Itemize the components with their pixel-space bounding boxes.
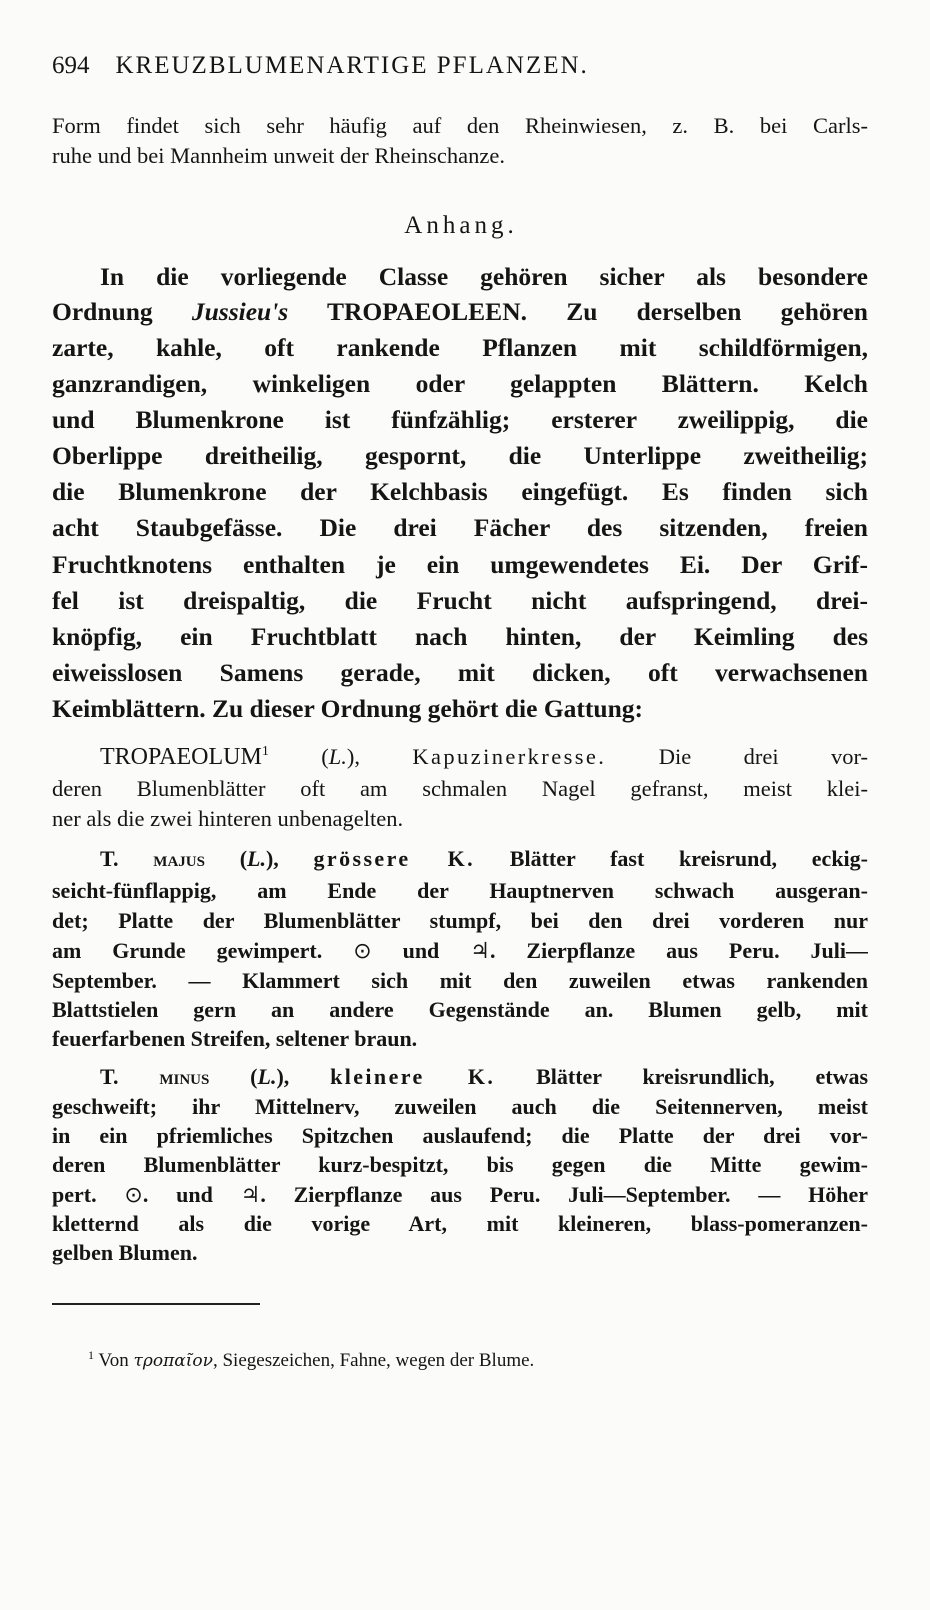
- running-title: KREUZBLUMENARTIGE PFLANZEN.: [115, 52, 589, 79]
- text-run: . und: [142, 1182, 241, 1207]
- author-name: Jussieu's: [191, 297, 289, 326]
- text-line: det; Platte der Blumenblätter stumpf, bei den drei vorderen nur: [52, 908, 868, 933]
- text-line: September. — Klammert sich mit den zuweilen etwas rankenden: [52, 968, 868, 993]
- footnote: [88, 1348, 868, 1372]
- text-line: [52, 1182, 868, 1208]
- text-line: Oberlippe dreitheilig, gespornt, die Unterlippe zweitheilig;: [52, 441, 868, 470]
- common-name: Kapuzinerkresse.: [412, 744, 607, 769]
- genus-line: TROPAEOLUM$^1$ (L.), Kapuzinerkresse. Die drei vor-: [100, 744, 868, 770]
- text-line: Blattstielen gern an andere Gegenstände an. Blumen gelb, mit: [52, 997, 868, 1022]
- species-line: T. minus (L.), kleinere K. Blätter kreisrundlich, etwas: [100, 1064, 868, 1089]
- running-header: [52, 52, 870, 80]
- genus-abbrev: T.: [100, 846, 119, 871]
- greek-word: τροπαῖον: [133, 1351, 213, 1371]
- annual-symbol-icon: ⊙: [124, 1183, 143, 1208]
- text-line: acht Staubgefässe. Die drei Fächer des sitzenden, freien: [52, 513, 868, 542]
- text-run: Von: [98, 1350, 134, 1371]
- text-run: Blätter kreisrundlich, etwas: [495, 1064, 868, 1089]
- text-line: seicht-fünflappig, am Ende der Hauptnerven schwach ausgeran-: [52, 878, 868, 903]
- text-run: pert.: [52, 1182, 125, 1207]
- text-line: ruhe und bei Mannheim unweit der Rheinschanze.: [52, 143, 505, 168]
- text-line: knöpfig, ein Fruchtblatt nach hinten, der Keimling des: [52, 622, 868, 651]
- text-line: deren Blumenblätter kurz-bespitzt, bis gegen die Mitte gewim-: [52, 1152, 868, 1177]
- common-name: kleinere K.: [330, 1064, 496, 1089]
- text-line: geschweift; ihr Mittelnerv, zuweilen auch die Seitennerven, meist: [52, 1094, 868, 1119]
- text-run: . Zierpflanze aus Peru. Juli—: [489, 938, 868, 963]
- author-abbrev: L.: [247, 846, 266, 871]
- text-run: und: [371, 938, 471, 963]
- text-line: zarte, kahle, oft rankende Pflanzen mit schildförmigen,: [52, 333, 868, 362]
- footnote-mark: 1: [88, 1348, 94, 1362]
- text-line: fel ist dreispaltig, die Frucht nicht aufspringend, drei-: [52, 586, 868, 615]
- text-line: deren Blumenblätter oft am schmalen Nagel gefranst, meist klei-: [52, 776, 868, 801]
- species-epithet: majus: [153, 846, 205, 871]
- footnote-ref: 1: [261, 744, 269, 759]
- text-line: [52, 938, 868, 964]
- text-run: am Grunde gewimpert.: [52, 938, 354, 963]
- author-abbrev: L.: [328, 744, 347, 769]
- text-run: Blätter fast kreisrund, eckig-: [475, 846, 868, 871]
- text-run: TROPAEOLEEN. Zu derselben gehören: [288, 297, 868, 326]
- text-line: die Blumenkrone der Kelchbasis eingefügt. Es finden sich: [52, 477, 868, 506]
- text-line: Fruchtknotens enthalten je ein umgewendetes Ei. Der Grif-: [52, 550, 868, 579]
- perennial-symbol-icon: ♃: [240, 1183, 261, 1208]
- text-run: . Zierpflanze aus Peru. Juli—September. — Höher: [260, 1182, 868, 1207]
- text-run: Die drei vor-: [606, 744, 868, 769]
- perennial-symbol-icon: ♃: [470, 939, 490, 964]
- text-line: ner als die zwei hinteren unbenagelten.: [52, 806, 404, 831]
- footnote-divider: [52, 1303, 260, 1305]
- annual-symbol-icon: ⊙: [353, 939, 372, 964]
- text-run: , Siegeszeichen, Fahne, wegen der Blume.: [212, 1350, 535, 1371]
- text-line: Keimblättern. Zu dieser Ordnung gehört die Gattung:: [52, 694, 643, 723]
- text-line: gelben Blumen.: [52, 1240, 198, 1265]
- genus-name: TROPAEOLUM: [100, 744, 262, 770]
- text-line: ganzrandigen, winkeligen oder gelappten Blättern. Kelch: [52, 369, 868, 398]
- section-heading: Anhang.: [404, 212, 518, 239]
- text-run: Ordnung: [52, 297, 192, 326]
- text-line: [52, 297, 868, 327]
- species-line: T. majus (L.), grössere K. Blätter fast kreisrund, eckig-: [100, 846, 868, 871]
- text-line: In die vorliegende Classe gehören sicher als besondere: [100, 262, 868, 291]
- text-line: Form findet sich sehr häufig auf den Rheinwiesen, z. B. bei Carls-: [52, 113, 868, 138]
- species-epithet: minus: [159, 1064, 210, 1089]
- common-name: grössere K.: [313, 846, 476, 871]
- text-line: feuerfarbenen Streifen, seltener braun.: [52, 1026, 418, 1051]
- text-line: kletternd als die vorige Art, mit kleineren, blass-pomeranzen-: [52, 1211, 868, 1236]
- text-line: eiweisslosen Samens gerade, mit dicken, oft verwachsenen: [52, 658, 868, 687]
- author-abbrev: L.: [257, 1064, 277, 1089]
- genus-abbrev: T.: [100, 1064, 119, 1089]
- text-line: und Blumenkrone ist fünfzählig; ersterer zweilippig, die: [52, 405, 868, 434]
- page-number: 694: [52, 52, 90, 79]
- text-line: in ein pfriemliches Spitzchen auslaufend; die Platte der drei vor-: [52, 1123, 868, 1148]
